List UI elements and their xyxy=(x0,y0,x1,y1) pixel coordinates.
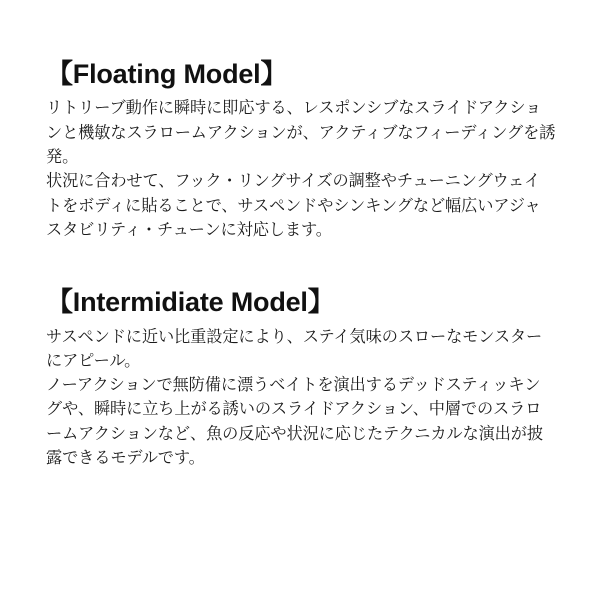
section-body xyxy=(46,325,556,471)
section-heading: 【Floating Model】 xyxy=(46,59,288,89)
section-floating-model xyxy=(46,58,556,242)
section-heading: 【Intermidiate Model】 xyxy=(46,287,335,318)
section-body xyxy=(46,96,556,242)
body-paragraph: サスペンドに近い比重設定により、ステイ気味のスローなモンスターにアピール。 xyxy=(46,327,543,370)
body-paragraph: 状況に合わせて、フック・リングサイズの調整やチューニングウェイトをボディに貼ることで、サスペンドやシンキングなど幅広いアジャスタビリティ・チューンに対応します。 xyxy=(46,172,541,239)
body-paragraph: ノーアクションで無防備に漂うベイトを演出するデッドスティッキングや、瞬時に立ち上がる誘いのスライドアクション、中層でのスラロームアクションなど、魚の反応や状況に応じたテクニカルな演出が披露できるモデルです。 xyxy=(46,376,543,468)
section-intermidiate-model xyxy=(46,286,556,470)
body-paragraph: リトリーブ動作に瞬時に即応する、レスポンシブなスライドアクションと機敏なスラロームアクションが、アクティブなフィーディングを誘発。 xyxy=(46,99,556,166)
